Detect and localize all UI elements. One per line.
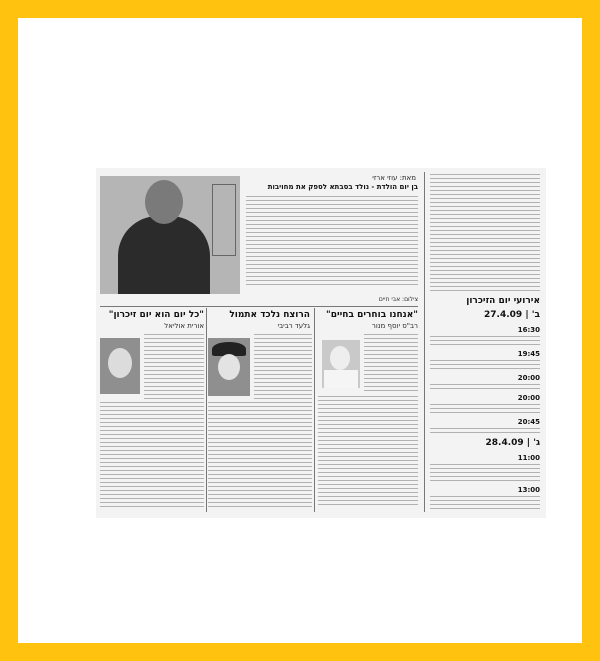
left-story-1-text — [208, 402, 312, 508]
face — [330, 346, 350, 370]
time-6: 11:00 — [517, 454, 540, 462]
time-3: 20:00 — [517, 374, 540, 382]
event-text — [430, 336, 540, 348]
column-divider — [206, 308, 207, 512]
window-frame — [212, 184, 236, 256]
time-2: 19:45 — [517, 350, 540, 358]
horizontal-rule — [100, 306, 418, 307]
portrait-woman-hat — [208, 338, 250, 396]
event-text — [430, 428, 540, 436]
portrait-woman-smiling — [100, 338, 140, 394]
schedule-day-1: ב' | 27.4.09 — [484, 310, 540, 320]
portrait-soldier — [322, 340, 360, 388]
left-story-0-text — [100, 402, 204, 508]
person-shirt — [118, 216, 210, 294]
person-head — [145, 180, 183, 224]
shoulders — [324, 370, 358, 388]
photo-caption: צילום: אבי חיים — [378, 296, 418, 303]
face — [218, 354, 240, 380]
event-text — [430, 384, 540, 392]
schedule-day-2: ג' | 28.4.09 — [485, 438, 540, 448]
intro-text-block — [430, 174, 540, 292]
event-text — [430, 496, 540, 512]
left-story-1-headline: הרוצח נלכד אתמול — [229, 310, 310, 320]
left-story-0-text — [144, 334, 204, 400]
header-title: בן יום הולדת - נולד בסבתא לספק את מחויבות — [267, 183, 418, 191]
main-story-byline: רב"ס יוסף מנור — [371, 322, 418, 330]
event-text — [430, 360, 540, 372]
main-story-text — [364, 334, 418, 394]
newspaper-clipping — [96, 168, 546, 518]
left-story-0-byline: אורית אוליאל — [164, 322, 204, 330]
time-7: 13:00 — [517, 486, 540, 494]
main-story-headline: "אנחנו בוחרים בחיים" — [326, 310, 418, 320]
event-text — [430, 464, 540, 484]
header-author: מאת: עוזי ארזי — [372, 174, 416, 182]
left-story-1-byline: גלעד רביבי — [277, 322, 310, 330]
time-4: 20:00 — [517, 394, 540, 402]
header-article-text — [246, 196, 418, 288]
column-divider — [424, 172, 425, 512]
column-divider — [314, 308, 315, 512]
left-story-0-headline: "כל יום הוא יום זיכרון" — [108, 310, 204, 320]
schedule-title: אירועי יום הזיכרון — [466, 296, 540, 306]
left-story-1-text — [254, 334, 312, 400]
face — [108, 348, 132, 378]
event-text — [430, 404, 540, 416]
time-1: 16:30 — [517, 326, 540, 334]
time-5: 20:45 — [517, 418, 540, 426]
main-story-text — [318, 396, 418, 508]
portrait-photo — [100, 176, 240, 294]
